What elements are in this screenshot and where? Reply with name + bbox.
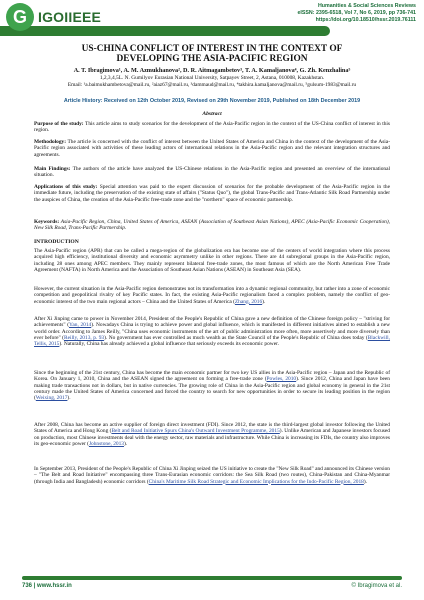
author-list: A. T. Ibragimova¹, A. M. Azmukhanova², D. R. Aitmagambetov³, T. A. Kamaljanova⁴, G. Zh. Kenzhalina⁵ bbox=[73, 67, 351, 74]
title-line-2: DEVELOPING THE ASIA-PACIFIC REGION bbox=[116, 54, 308, 64]
page-number: 736 bbox=[22, 583, 33, 589]
keywords-text: Asia-Pacific Region, China, United States of America, ASEAN (Association of Southeast Asian Nations), APEC (Asia-Pacific Economic Cooperation), New Silk Road, Trans-Pacific Partnership. bbox=[34, 219, 390, 232]
doi-link[interactable]: https://doi.org/10.18510/hssr.2019.76111 bbox=[315, 17, 416, 23]
abstract-findings bbox=[34, 166, 390, 179]
p6-text-a: In September 2013, President of the People's Republic of China Xi Jinping seized the US initiative to create the "New Silk Road" and announced its Chinese version – "The Belt and Road Initiative" encompassing three Trans-Eurasian economic corridors: the Sea Silk Road (two routes), China-Pakistan and China-Myanmar (through India and Bangladesh) economic corridors ( bbox=[34, 466, 390, 485]
keywords-label: Keywords: bbox=[34, 219, 60, 225]
paper-title bbox=[20, 44, 404, 64]
journal-header bbox=[0, 0, 424, 38]
p3-text-b: ). Nowadays China is trying to achieve power and global influence, which is manifested in different initiatives aimed to establish a new world order. According to James Reilly, "China uses economic instruments of the art of public administration more often, more assertively and more diversely than ever before" ( bbox=[34, 322, 391, 341]
abstract-methodology bbox=[34, 139, 390, 158]
purpose-text: This article aims to study scenarios for the development of the Asia-Pacific region in the context of the US-China conflict of interest in this region. bbox=[34, 121, 390, 134]
abstract-keywords bbox=[34, 219, 390, 232]
methodology-label: Methodology: bbox=[34, 139, 67, 145]
footer-page-info bbox=[22, 583, 72, 589]
p3-text-d: ). Naturally, China has already achieved a global influence that seriously exceeds its economic power. bbox=[59, 341, 279, 348]
purpose-label: Purpose of the study: bbox=[34, 121, 84, 127]
p5-text-b: ). Unlike American and Japanese investors focused on production, most Chinese investments deal with the energy sector, raw materials and infrastructure. While China is increasing its FDIs, the country also improves its geo-economic power ( bbox=[34, 428, 390, 447]
issn-line: eISSN: 2395-6518, Vol 7, No 6, 2019, pp 736-741 bbox=[297, 10, 416, 16]
methodology-text: The article is concerned with the conflict of interest between the United States of America and China in the context of the development of the Asia-Pacific region associated with activities of these leading actors of international relations in the Asia-Pacific region and the relevant integration structures and agreements. bbox=[34, 139, 390, 158]
citation-link[interactable]: Powles, 2010 bbox=[266, 376, 297, 383]
journal-info bbox=[297, 3, 416, 24]
p4-text-b: ). Since 2012, China and Japan have been making trade transactions not in dollars, but in native currencies. The growing role of China in the Asia-Pacific region and global economy in general in the 21st century made the United States of America concerned and forced the country to search for new opportunities in order to secure its leading position in the region ( bbox=[34, 376, 390, 402]
findings-text: The authors of the article have analyzed the US-Chinese relations in the Asia-Pacific region and presented an overview of the international situation. bbox=[34, 166, 390, 179]
intro-paragraph-5 bbox=[34, 422, 390, 447]
journal-logo bbox=[6, 2, 126, 32]
p3-text-c: ). No government has ever controlled as much wealth as the State Council of the People's Republic of China does today ( bbox=[104, 334, 368, 341]
affiliation: 1,2,3,4,5L. N. Gumilyov Eurasian National University, Satpayev Street, 2, Astana, 010008, Kazakhstan. bbox=[99, 75, 325, 81]
author-emails: Email: ¹a.baimukhambetova@mail.ru, ²aiaz67@mail.ru, ³dammaud@mail.ru, ⁴takhira.kamaljanova@mail.ru, ⁵gulsum-1983@mail.ru bbox=[67, 82, 357, 88]
citation-link[interactable]: China's Maritime Silk Road Strategic and Economic Implications for the Indo-Pacific Region, 2018 bbox=[148, 478, 364, 485]
article-history: Article History: Received on 12th October 2019, Revised on 29th November 2019, Published on 18th December 2019 bbox=[63, 98, 361, 104]
abstract-heading: Abstract bbox=[202, 111, 222, 117]
citation-link[interactable]: Reilly, 2013, p. 93 bbox=[63, 334, 105, 341]
citation-link[interactable]: Johnstone, 2013 bbox=[88, 440, 124, 447]
citation-link[interactable]: Zhang, 2016 bbox=[234, 298, 263, 305]
p4-text-a: Since the beginning of the 21st century, China has become the main economic partner for two key US allies in the Asia-Pacific region – Japan and the Republic of Korea. On January 1, 2010, China and the ASEAN signed the agreement on forming a free-trade zone ( bbox=[34, 370, 390, 383]
abstract-applications bbox=[34, 184, 390, 203]
findings-label: Main Findings: bbox=[34, 166, 71, 172]
citation-link[interactable]: Weixing, 2017 bbox=[35, 395, 68, 402]
title-line-1: US-CHINA CONFLICT OF INTEREST IN THE CONTEXT OF bbox=[81, 44, 343, 54]
journal-name: Humanities & Social Sciences Reviews bbox=[317, 3, 416, 9]
introduction-heading: INTRODUCTION bbox=[34, 239, 79, 245]
p5-text-a: After 2008, China has become an active supplier of foreign direct investment (FDI). Since 2012, the state is the third-largest global investor following the United States of America and Hong Kong ( bbox=[34, 422, 390, 435]
p2-text: However, the current situation in the Asia-Pacific region demonstrates not its transformation into a dynamic regional community, but rather into a zone of economic competition and geopolitical rivalry of key Pacific states. In fact, the existing Asia-Pacific regionalism faced a complex problem, namely the conflict of geo-economic interest of the two main regional actors – China and the United States of America ( bbox=[34, 286, 390, 305]
p4-text-c: ). bbox=[67, 395, 71, 402]
p2-end: ). bbox=[262, 298, 266, 305]
p5-text-c: ). bbox=[123, 440, 128, 447]
footer-copyright: © Ibragimova et al. bbox=[351, 583, 402, 589]
applications-text: Special attention was paid to the expert discussion of scenarios for the probable development of the Asia-Pacific region in the immediate future, including the preservation of the existing state of affairs ("Status Quo"), the global Trans-Pacific and Trans-Atlantic Silk Road Partnership under the auspices of China, the creation of the Asia-Pacific free-trade zone and the "northern" space of economic partnership. bbox=[34, 184, 390, 203]
citation-link[interactable]: Yan, 2014 bbox=[69, 322, 92, 329]
website-link[interactable]: | www.hssr.in bbox=[33, 583, 72, 589]
intro-paragraph-1: The Asia-Pacific region (APR) that can be called a mega-region of the globalization era has become one of the centers of world integration where this process acquired high efficiency, institutional diversity and economic asymmetry unlike in other regions. There are 44 subregional groups in the Asia-Pacific region, including 28 ones among APEC members. They mainly represent bilateral free-trade zones, the most famous of which are the North American Free Trade Agreement (NAFTA) in North America and the Association of Southeast Asian Nations (ASEAN) in Southeast Asia (SEA). bbox=[34, 248, 390, 273]
citation-link[interactable]: Belt and Road Initiative Spurs China's Outward Investment Programme, 2015 bbox=[111, 428, 280, 435]
citation-link[interactable]: Blackwill, Tellis, 2015 bbox=[34, 334, 391, 348]
footer-divider bbox=[22, 576, 402, 580]
intro-paragraph-3 bbox=[34, 316, 390, 347]
intro-paragraph-4 bbox=[34, 370, 390, 401]
intro-paragraph-2 bbox=[34, 286, 390, 305]
abstract-purpose bbox=[34, 121, 390, 134]
p6-text-b: ). bbox=[363, 478, 368, 485]
intro-paragraph-6 bbox=[34, 466, 390, 485]
applications-label: Applications of this study: bbox=[34, 184, 98, 190]
logo-icon: G bbox=[6, 3, 34, 31]
p3-text-a: After Xi Jinping came to power in November 2014, President of the People's Republic of China gave a new definition of the Chinese foreign policy – "striving for achievements" ( bbox=[34, 316, 390, 329]
logo-text: IGOIIEEE bbox=[38, 9, 102, 25]
